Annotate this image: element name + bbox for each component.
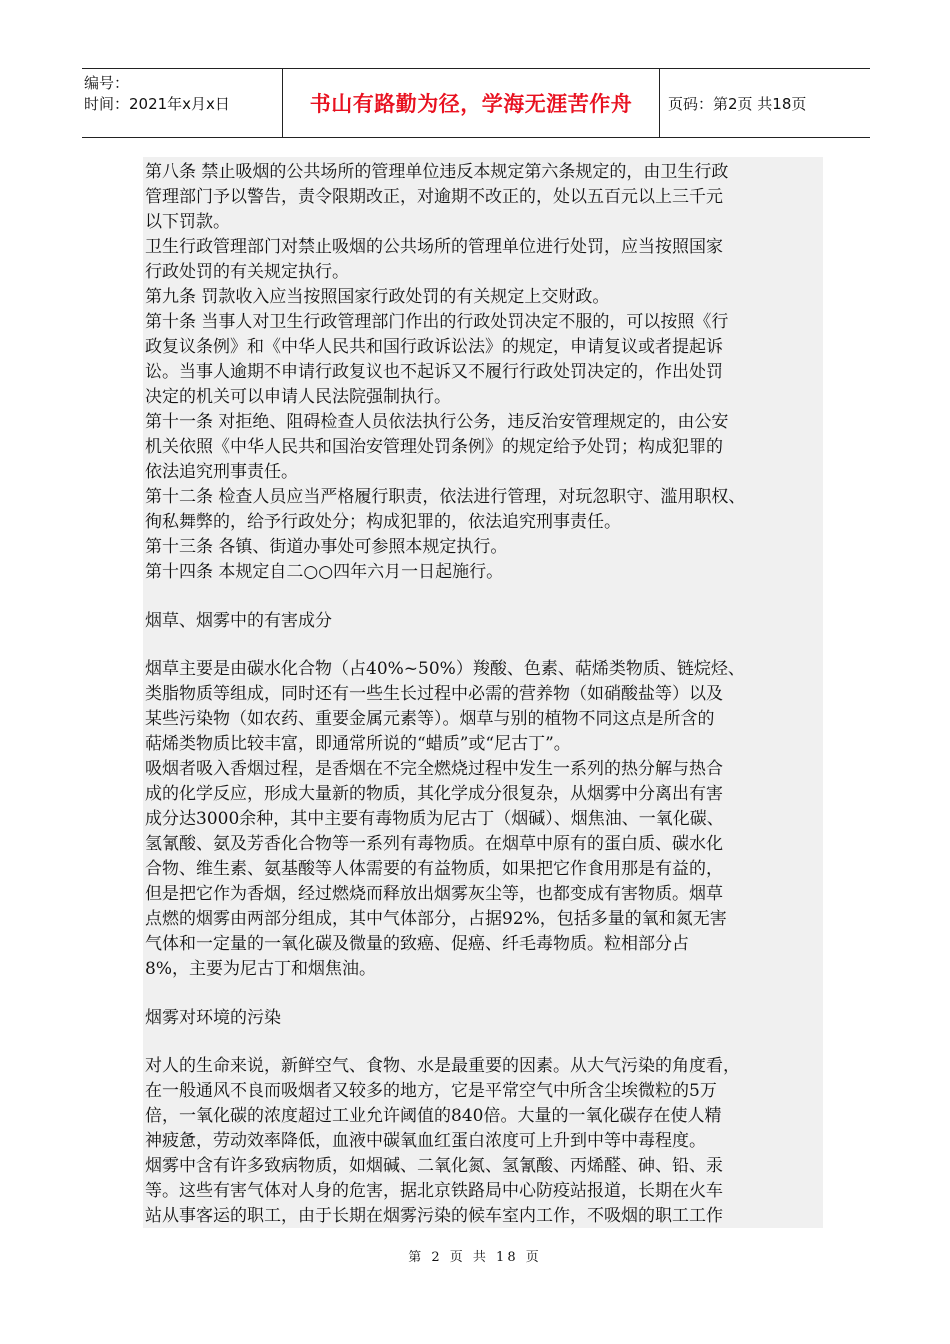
text-line: 第八条 禁止吸烟的公共场所的管理单位违反本规定第六条规定的，由卫生行政 <box>145 162 729 182</box>
text-line: 成分达3000余种，其中主要有毒物质为尼古丁（烟碱）、烟焦油、一氧化碳、 <box>145 809 724 829</box>
text-line: 吸烟者吸入香烟过程，是香烟在不完全燃烧过程中发生一系列的热分解与热合 <box>145 759 723 779</box>
text-line: 第十二条 检查人员应当严格履行职责，依法进行管理，对玩忽职守、滥用职权、 <box>145 487 746 507</box>
page-header <box>82 68 870 138</box>
text-line: 倍，一氧化碳的浓度超过工业允许阈值的840倍。大量的一氧化碳存在使人精 <box>145 1106 722 1126</box>
text-line: 第十三条 各镇、街道办事处可参照本规定执行。 <box>145 537 508 557</box>
text-line: 某些污染物（如农药、重要金属元素等）。烟草与别的植物不同这点是所含的 <box>145 709 715 729</box>
text-line: 管理部门予以警告，责令限期改正，对逾期不改正的，处以五百元以上三千元 <box>145 187 723 207</box>
page-footer: 第 2 页 共 18 页 <box>408 1250 542 1265</box>
text-line: 气体和一定量的一氧化碳及微量的致癌、促癌、纤毛毒物质。粒相部分占 <box>145 934 689 954</box>
text-line: 行政处罚的有关规定执行。 <box>145 262 349 282</box>
text-line: 依法追究刑事责任。 <box>145 462 298 482</box>
document-number-label: 编号： <box>84 74 130 92</box>
text-line: 卫生行政管理部门对禁止吸烟的公共场所的管理单位进行处罚，应当按照国家 <box>145 237 723 257</box>
text-line: 8%，主要为尼古丁和烟焦油。 <box>145 959 376 979</box>
text-line: 以下罚款。 <box>145 212 230 232</box>
text-line: 氢氰酸、氨及芳香化合物等一系列有毒物质。在烟草中原有的蛋白质、碳水化 <box>145 834 723 854</box>
document-date: 时间：2021年x月x日 <box>84 95 230 113</box>
document-body <box>143 157 823 1228</box>
text-line: 第十四条 本规定自二○○四年六月一日起施行。 <box>145 562 504 582</box>
text-line: 合物、维生素、氨基酸等人体需要的有益物质，如果把它作食用那是有益的， <box>145 859 723 879</box>
text-line: 但是把它作为香烟，经过燃烧而释放出烟雾灰尘等，也都变成有害物质。烟草 <box>145 884 723 904</box>
header-meta <box>82 69 282 137</box>
header-motto: 书山有路勤为径，学海无涯苦作舟 <box>282 69 660 137</box>
text-line: 等。这些有害气体对人身的危害，据北京铁路局中心防疫站报道，长期在火车 <box>145 1181 723 1201</box>
text-line: 对人的生命来说，新鲜空气、食物、水是最重要的因素。从大气污染的角度看， <box>145 1056 740 1076</box>
text-line: 烟雾中含有许多致病物质，如烟碱、二氧化氮、氢氰酸、丙烯醛、砷、铅、汞 <box>145 1156 723 1176</box>
text-line: 政复议条例》和《中华人民共和国行政诉讼法》的规定，申请复议或者提起诉 <box>145 337 723 357</box>
text-line: 机关依照《中华人民共和国治安管理处罚条例》的规定给予处罚；构成犯罪的 <box>145 437 723 457</box>
text-line: 站从事客运的职工，由于长期在烟雾污染的候车室内工作，不吸烟的职工工作 <box>145 1206 723 1226</box>
text-line: 点燃的烟雾由两部分组成，其中气体部分，占据92%，包括多量的氧和氮无害 <box>145 909 727 929</box>
text-line: 烟草主要是由碳水化合物（占40%~50%）羧酸、色素、萜烯类物质、链烷烃、 <box>145 659 745 679</box>
text-line: 成的化学反应，形成大量新的物质，其化学成分很复杂，从烟雾中分离出有害 <box>145 784 723 804</box>
text-line: 决定的机关可以申请人民法院强制执行。 <box>145 387 451 407</box>
text-line: 第十一条 对拒绝、阻碍检查人员依法执行公务，违反治安管理规定的，由公安 <box>145 412 729 432</box>
text-line: 神疲惫，劳动效率降低，血液中碳氧血红蛋白浓度可上升到中等中毒程度。 <box>145 1131 706 1151</box>
text-line: 讼。当事人逾期不申请行政复议也不起诉又不履行行政处罚决定的，作出处罚 <box>145 362 723 382</box>
text-line: 烟雾对环境的污染 <box>145 1008 281 1028</box>
text-line: 第十条 当事人对卫生行政管理部门作出的行政处罚决定不服的，可以按照《行 <box>145 312 729 332</box>
text-line: 烟草、烟雾中的有害成分 <box>145 611 332 631</box>
text-line: 萜烯类物质比较丰富，即通常所说的“蜡质”或“尼古丁”。 <box>145 734 571 754</box>
text-line: 徇私舞弊的，给予行政处分；构成犯罪的，依法追究刑事责任。 <box>145 512 621 532</box>
header-page-info: 页码：第2页 共18页 <box>668 94 807 113</box>
text-line: 类脂物质等组成，同时还有一些生长过程中必需的营养物（如硝酸盐等）以及 <box>145 684 723 704</box>
text-line: 在一般通风不良而吸烟者又较多的地方，它是平常空气中所含尘埃微粒的5万 <box>145 1081 717 1101</box>
text-line: 第九条 罚款收入应当按照国家行政处罚的有关规定上交财政。 <box>145 287 610 307</box>
